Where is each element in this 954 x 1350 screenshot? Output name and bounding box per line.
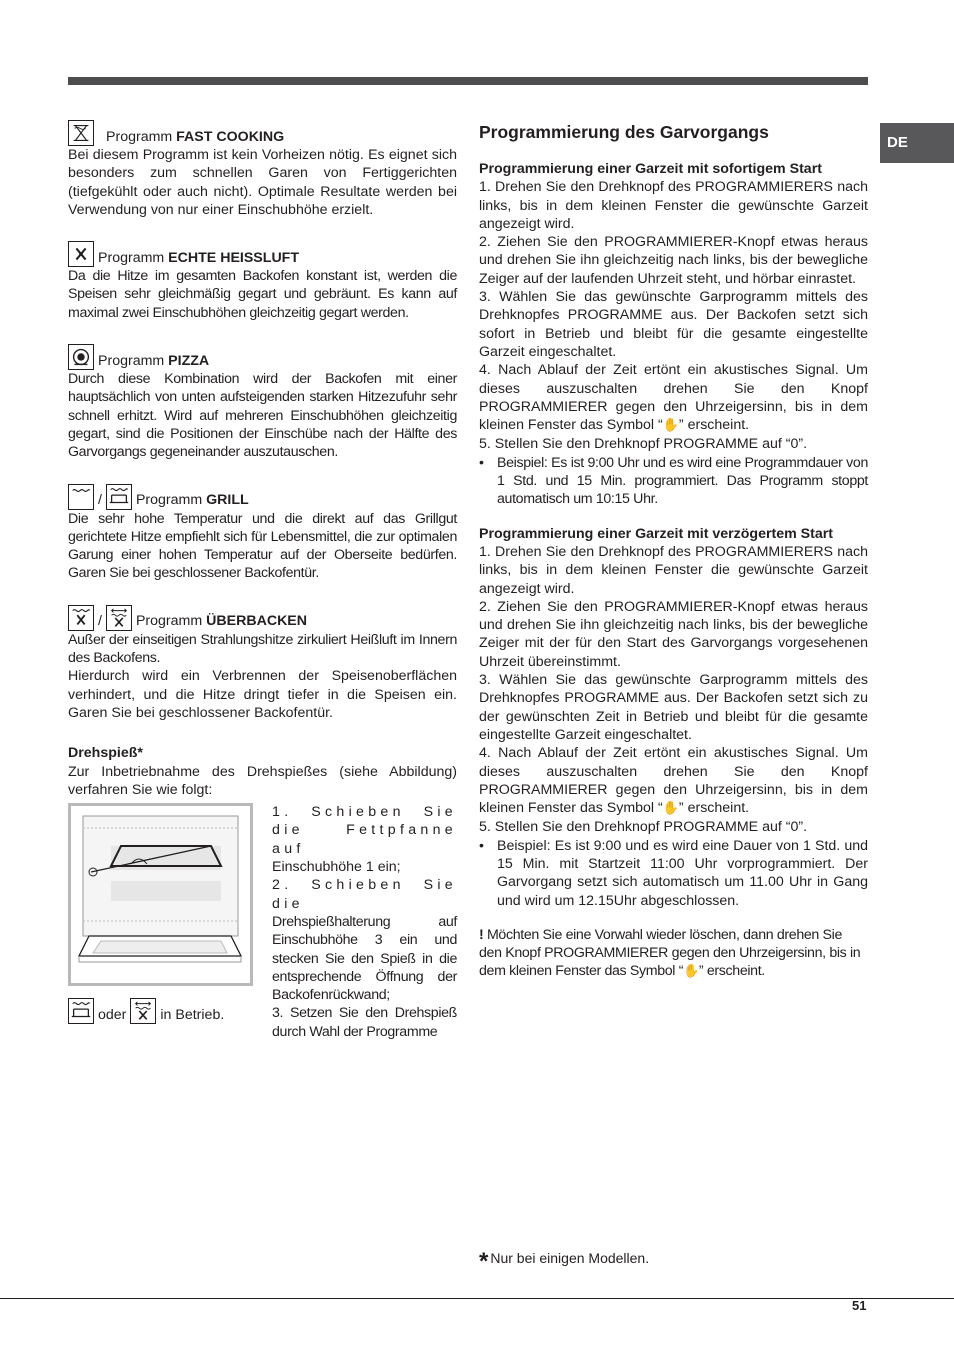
warning-note <box>479 926 868 982</box>
sofort-step5: 5. Stellen Sie den Drehknopf PROGRAMME auf “0”. <box>479 436 808 453</box>
heissluft-prefix: Programm <box>98 249 169 266</box>
program-ueberbacken <box>68 605 457 722</box>
heissluft-text: Da die Hitze im gesamten Backofen konstant ist, werden die Speisen sehr gleichmäßig gegart und gebräunt. Es kann auf maximal zwei Einschubhöhen gleichzeitig gegart werden. <box>68 268 457 321</box>
fast-cooking-prefix: Programm <box>106 128 177 145</box>
verzoegert-step1: 1. Drehen Sie den Drehknopf des PROGRAMMIERERS nach links, bis in dem kleinen Fenster die gewünschte Garzeit angezeigt wird. <box>479 543 868 597</box>
drehspiess-step2-rest: Drehspießhalterung auf Einschubhöhe 3 ein und stecken Sie den Spieß in die entsprechende Öffnung der Backofenrückwand; <box>272 913 457 1004</box>
warning-text-a: Möchten Sie eine Vorwahl wieder löschen, dann drehen Sie den Knopf PROGRAMMIERER gegen den Uhrzeigersinn, bis in dem kleinen Fenster das Symbol “ <box>479 926 861 980</box>
hand-icon: ✋ <box>662 418 679 434</box>
programming-heading: Programmierung des Garvorgangs <box>479 122 769 142</box>
verzoegert-step2: 2. Ziehen Sie den PROGRAMMIERER-Knopf etwas heraus und drehen Sie ihn gleichzeitig nach links, bis der bewegliche Zeiger mit der für den Start des Garvorgangs vorgesehenen Uhrzeit übereinstimmt. <box>479 598 868 670</box>
drehspiess-betrieb: in Betrieb. <box>160 1006 225 1023</box>
sofort-step4-a: 4. Nach Ablauf der Zeit ertönt ein akustisches Signal. Um dieses auszuschalten drehen Sie den Knopf PROGRAMMIERER gegen den Uhrzeigersinn, bis in dem kleinen Fenster das Symbol “ <box>479 362 868 434</box>
left-column <box>68 120 457 1040</box>
grill-title: GRILL <box>206 492 249 509</box>
drehspiess-step1-spaced: 1. Schieben Sie die Fettpfanne auf <box>272 804 457 857</box>
footnote <box>479 1248 649 1276</box>
ueberbacken-prefix: Programm <box>135 613 207 630</box>
drehspiess-title: Drehspieß* <box>68 745 143 762</box>
sofort-section <box>479 160 868 509</box>
hand-icon: ✋ <box>683 964 699 980</box>
verzoegert-example <box>479 837 868 910</box>
bottom-rule <box>0 1298 954 1299</box>
program-grill <box>68 484 457 583</box>
ueberbacken-title: ÜBERBACKEN <box>206 613 308 630</box>
double-grill-icon-2 <box>68 998 94 1024</box>
verzoegert-step3: 3. Wählen Sie das gewünschte Garprogramm mittels des Drehknopfes PROGRAMME aus. Der Backofen setzt sich zu der gewünschten Zeit in Betrieb und bleibt für die gesamte eingestellte Garzeit eingeschaltet. <box>479 672 868 743</box>
grill-text: Die sehr hohe Temperatur und die direkt auf das Grillgut gerichtete Hitze empfiehlt sich für Lebensmittel, die zur optimalen Garung einer hohen Temperatur auf der Oberseite bedürfen. Garen Sie bei geschlossener Backofentür. <box>68 510 457 582</box>
sofort-step1: 1. Drehen Sie den Drehknopf des PROGRAMMIERERS nach links, bis in dem kleinen Fenster die gewünschte Garzeit angezeigt wird. <box>479 179 868 232</box>
program-fast-cooking <box>68 120 457 219</box>
grill-fan-icon <box>68 605 94 631</box>
drehspiess-step2-spaced: 2. Schieben Sie die <box>272 877 457 912</box>
language-tab: DE <box>880 123 954 163</box>
pizza-icon <box>68 344 94 370</box>
grill-prefix: Programm <box>135 492 207 509</box>
pizza-prefix: Programm <box>98 352 169 369</box>
grill-fan-arrows-icon <box>106 605 132 631</box>
grill-separator: / <box>98 492 102 509</box>
sofort-example <box>479 454 868 509</box>
drehspiess-oder: oder <box>98 1006 127 1023</box>
sofort-step4-b: ” erscheint. <box>678 417 750 434</box>
sofort-subheading: Programmierung einer Garzeit mit sofortigem Start <box>479 161 822 177</box>
verzoegert-step4-a: 4. Nach Ablauf der Zeit ertönt ein akustisches Signal. Um dieses auszuschalten drehen Sie den Knopf PROGRAMMIERER gegen den Uhrzeigersinn, bis in dem kleinen Fenster das Symbol “ <box>479 745 868 817</box>
sofort-example-text: Beispiel: Es ist 9:00 Uhr und es wird eine Programmdauer von 1 Std. und 15 Min. programmiert. Das Programm stoppt automatisch um 10:15 Uhr. <box>497 454 868 508</box>
rotisserie-illustration <box>68 803 253 986</box>
verzoegert-example-text: Beispiel: Es ist 9:00 und es wird eine Dauer von 1 Std. und 15 Min. mit Startzeit 11:00 Uhr vorprogrammiert. Der Garvorgang setzt sich automatisch um 11.00 Uhr in Gang und wird um 12.15Uhr abgeschlossen. <box>497 837 868 909</box>
drehspiess-intro: Zur Inbetriebnahme des Drehspießes (siehe Abbildung) verfahren Sie wie folgt: <box>68 763 457 798</box>
verzoegert-subheading: Programmierung einer Garzeit mit verzögertem Start <box>479 525 834 542</box>
warning-mark: ! <box>479 926 484 943</box>
grill-fan-arrows-icon-2 <box>130 998 156 1024</box>
bullet-mark: • <box>479 454 484 471</box>
drehspiess-section <box>68 744 457 1040</box>
page-number: 51 <box>852 1298 867 1313</box>
ueberbacken-text-2: Hierdurch wird ein Verbrennen der Speisenoberflächen verhindert, und die Hitze dringt tiefer in die Speisen ein. Garen Sie bei geschlossener Backofentür. <box>68 668 457 721</box>
fan-icon <box>68 241 94 267</box>
program-pizza <box>68 344 457 461</box>
warning-text-b: ” erscheint. <box>698 963 765 980</box>
footnote-star: * <box>479 1248 489 1275</box>
sofort-step2: 2. Ziehen Sie den PROGRAMMIERER-Knopf etwas heraus und drehen Sie ihn gleichzeitig nach links, bis der bewegliche Zeiger auf der laufenden Uhrzeit steht, und hörbar einrastet. <box>479 234 868 287</box>
hand-icon: ✋ <box>662 801 679 817</box>
sofort-step3: 3. Wählen Sie das gewünschte Garprogramm mittels des Drehknopfes PROGRAMME aus. Der Backofen setzt sich sofort in Betrieb und bleibt für die gesamte eingestellte Garzeit eingeschaltet. <box>479 289 868 360</box>
verzoegert-step5: 5. Stellen Sie den Drehknopf PROGRAMME auf “0”. <box>479 819 808 836</box>
pizza-text: Durch diese Kombination wird der Backofen mit einer hauptsächlich von unten aufsteigenden starken Hitzezufuhr sehr schnell erhitzt. Wird auf mehreren Einschubhöhen gleichzeitig gegart, sind die Positionen der Einschübe nach der Hälfte des Garvorgangs gegeneinander auszutauschen. <box>68 371 457 461</box>
ueberbacken-text-1: Außer der einseitigen Strahlungshitze zirkuliert Heißluft im Innern des Backofens. <box>68 631 457 667</box>
heissluft-title: ECHTE HEISSLUFT <box>168 249 300 266</box>
fast-cooking-icon <box>68 120 94 146</box>
top-rule <box>68 77 868 85</box>
pizza-title: PIZZA <box>168 352 210 369</box>
program-echte-heissluft <box>68 241 457 322</box>
right-column <box>479 120 868 982</box>
fast-cooking-text: Bei diesem Programm ist kein Vorheizen nötig. Es eignet sich besonders zum schnellen Garen von Fertiggerichten (tiefgekühlt oder auch nicht). Optimale Resultate werden bei Verwendung von nur einer Einschubhöhe erzielt. <box>68 147 457 218</box>
double-grill-icon <box>106 484 132 510</box>
drehspiess-steps <box>272 803 457 1041</box>
grill-icon <box>68 484 94 510</box>
drehspiess-step3: 3. Setzen Sie den Drehspieß durch Wahl der Programme <box>272 1005 457 1040</box>
verzoegert-step4-b: ” erscheint. <box>678 800 750 817</box>
footnote-text: Nur bei einigen Modellen. <box>490 1250 650 1266</box>
fast-cooking-title: FAST COOKING <box>176 128 285 145</box>
verzoegert-section <box>479 525 868 910</box>
ueberbacken-separator: / <box>98 613 102 630</box>
bullet-mark: • <box>479 837 484 854</box>
drehspiess-step1-rest: Einschubhöhe 1 ein; <box>272 859 401 876</box>
